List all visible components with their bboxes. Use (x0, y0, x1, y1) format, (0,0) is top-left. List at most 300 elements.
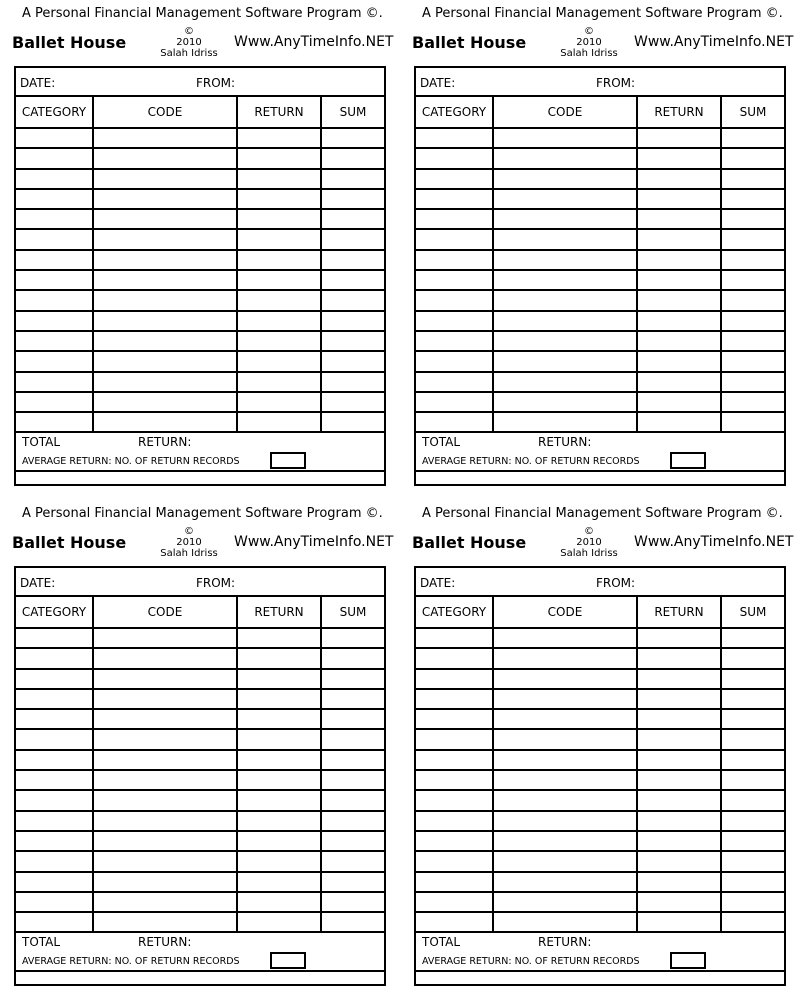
cell-return[interactable] (237, 811, 321, 831)
cell-code[interactable] (493, 189, 637, 209)
table-row (16, 331, 384, 351)
table-header-row (16, 597, 384, 628)
cell-sum[interactable] (721, 729, 784, 749)
cell-sum[interactable] (321, 912, 384, 932)
cell-return[interactable] (637, 892, 721, 912)
cell-code[interactable] (93, 790, 237, 810)
table-row (16, 250, 384, 270)
cell-return[interactable] (237, 189, 321, 209)
cell-code[interactable] (493, 290, 637, 310)
cell-return[interactable] (237, 290, 321, 310)
cell-code[interactable] (493, 750, 637, 770)
cell-category[interactable] (16, 229, 93, 249)
cell-return[interactable] (237, 311, 321, 331)
table-row (16, 351, 384, 371)
table-row (16, 729, 384, 749)
cell-code[interactable] (93, 770, 237, 790)
cell-code[interactable] (93, 648, 237, 668)
cell-return[interactable] (237, 648, 321, 668)
cell-code[interactable] (93, 270, 237, 290)
cell-sum[interactable] (321, 892, 384, 912)
cell-category[interactable] (416, 811, 493, 831)
cell-category[interactable] (416, 669, 493, 689)
cell-return[interactable] (637, 189, 721, 209)
cell-sum[interactable] (321, 872, 384, 892)
table-row (16, 851, 384, 871)
cell-category[interactable] (416, 169, 493, 189)
cell-sum[interactable] (321, 290, 384, 310)
column-header-category: CATEGORY (416, 97, 493, 128)
cell-code[interactable] (93, 669, 237, 689)
cell-category[interactable] (416, 270, 493, 290)
average-return-label: AVERAGE RETURN: NO. OF RETURN RECORDS (422, 956, 640, 967)
cell-return[interactable] (637, 669, 721, 689)
cell-category[interactable] (416, 331, 493, 351)
cell-category[interactable] (416, 729, 493, 749)
cell-category[interactable] (16, 209, 93, 229)
cell-category[interactable] (16, 372, 93, 392)
cell-return[interactable] (237, 351, 321, 371)
cell-return[interactable] (637, 709, 721, 729)
cell-category[interactable] (16, 351, 93, 371)
cell-code[interactable] (493, 831, 637, 851)
cell-category[interactable] (416, 851, 493, 871)
business-name: Ballet House (412, 33, 527, 52)
cell-return[interactable] (237, 729, 321, 749)
cell-code[interactable] (493, 648, 637, 668)
cell-sum[interactable] (721, 750, 784, 770)
cell-return[interactable] (237, 412, 321, 432)
table-row (416, 628, 784, 648)
cell-return[interactable] (237, 270, 321, 290)
cell-return[interactable] (237, 148, 321, 168)
cell-code[interactable] (93, 912, 237, 932)
return-label: RETURN: (138, 935, 192, 949)
cell-category[interactable] (16, 709, 93, 729)
cell-sum[interactable] (321, 209, 384, 229)
cell-code[interactable] (493, 689, 637, 709)
cell-category[interactable] (416, 790, 493, 810)
cell-sum[interactable] (721, 412, 784, 432)
cell-code[interactable] (493, 770, 637, 790)
cell-return[interactable] (637, 811, 721, 831)
cell-return[interactable] (637, 128, 721, 148)
cell-return[interactable] (637, 148, 721, 168)
cell-category[interactable] (416, 148, 493, 168)
cell-sum[interactable] (321, 392, 384, 412)
website-link[interactable]: Www.AnyTimeInfo.NET (634, 34, 794, 50)
cell-return[interactable] (237, 689, 321, 709)
cell-sum[interactable] (721, 250, 784, 270)
cell-code[interactable] (93, 311, 237, 331)
cell-return[interactable] (637, 351, 721, 371)
cell-category[interactable] (16, 872, 93, 892)
cell-category[interactable] (16, 331, 93, 351)
cell-category[interactable] (16, 770, 93, 790)
copyright-block (152, 526, 226, 559)
cell-sum[interactable] (721, 831, 784, 851)
cell-category[interactable] (416, 648, 493, 668)
table-row (16, 770, 384, 790)
cell-code[interactable] (493, 148, 637, 168)
cell-category[interactable] (416, 412, 493, 432)
cell-return[interactable] (637, 851, 721, 871)
table-row (16, 412, 384, 432)
cell-code[interactable] (93, 148, 237, 168)
author-name: Salah Idriss (560, 548, 618, 559)
program-tagline: A Personal Financial Management Software Program ©. (22, 6, 383, 21)
cell-return[interactable] (237, 209, 321, 229)
cell-sum[interactable] (721, 372, 784, 392)
cell-return[interactable] (637, 290, 721, 310)
cell-sum[interactable] (321, 311, 384, 331)
table-row (16, 290, 384, 310)
column-header-category: CATEGORY (416, 597, 493, 628)
cell-category[interactable] (416, 311, 493, 331)
entries-table (16, 97, 384, 433)
cell-category[interactable] (416, 392, 493, 412)
cell-return[interactable] (237, 250, 321, 270)
cell-category[interactable] (416, 750, 493, 770)
cell-category[interactable] (416, 689, 493, 709)
cell-category[interactable] (416, 709, 493, 729)
cell-code[interactable] (93, 729, 237, 749)
cell-return[interactable] (637, 229, 721, 249)
return-records-box[interactable] (670, 952, 706, 969)
cell-code[interactable] (493, 270, 637, 290)
cell-return[interactable] (237, 331, 321, 351)
cell-sum[interactable] (321, 811, 384, 831)
copyright-year: 2010 (576, 37, 602, 48)
cell-sum[interactable] (721, 128, 784, 148)
cell-code[interactable] (493, 311, 637, 331)
cell-return[interactable] (637, 689, 721, 709)
table-header-row (16, 97, 384, 128)
cell-return[interactable] (637, 831, 721, 851)
website-link[interactable]: Www.AnyTimeInfo.NET (634, 534, 794, 550)
cell-sum[interactable] (321, 790, 384, 810)
column-header-category: CATEGORY (16, 97, 93, 128)
cell-code[interactable] (493, 912, 637, 932)
cell-code[interactable] (93, 811, 237, 831)
table-row (416, 790, 784, 810)
column-header-sum: SUM (321, 597, 384, 628)
cell-sum[interactable] (321, 148, 384, 168)
from-label: FROM: (196, 76, 236, 90)
cell-return[interactable] (237, 851, 321, 871)
table-row (416, 351, 784, 371)
cell-category[interactable] (16, 169, 93, 189)
cell-category[interactable] (416, 912, 493, 932)
table-row (16, 669, 384, 689)
cell-category[interactable] (416, 128, 493, 148)
date-label: DATE: (420, 76, 456, 90)
cell-sum[interactable] (321, 331, 384, 351)
cell-code[interactable] (93, 392, 237, 412)
cell-sum[interactable] (321, 831, 384, 851)
cell-category[interactable] (16, 669, 93, 689)
cell-category[interactable] (16, 628, 93, 648)
cell-code[interactable] (93, 189, 237, 209)
cell-category[interactable] (16, 831, 93, 851)
copyright-year: 2010 (176, 537, 202, 548)
table-row (16, 709, 384, 729)
copyright-symbol: © (184, 26, 194, 37)
date-label: DATE: (420, 576, 456, 590)
cell-return[interactable] (637, 331, 721, 351)
cell-category[interactable] (16, 750, 93, 770)
cell-sum[interactable] (721, 851, 784, 871)
return-label: RETURN: (538, 435, 592, 449)
table-row (416, 392, 784, 412)
cell-return[interactable] (237, 128, 321, 148)
cell-sum[interactable] (721, 709, 784, 729)
cell-code[interactable] (493, 729, 637, 749)
cell-return[interactable] (637, 872, 721, 892)
cell-return[interactable] (237, 831, 321, 851)
cell-return[interactable] (237, 392, 321, 412)
cell-return[interactable] (637, 250, 721, 270)
cell-code[interactable] (93, 169, 237, 189)
cell-return[interactable] (237, 892, 321, 912)
return-records-box[interactable] (270, 952, 306, 969)
cell-return[interactable] (637, 648, 721, 668)
cell-category[interactable] (16, 851, 93, 871)
cell-category[interactable] (16, 790, 93, 810)
cell-sum[interactable] (321, 189, 384, 209)
cell-category[interactable] (16, 648, 93, 668)
cell-category[interactable] (416, 628, 493, 648)
cell-return[interactable] (237, 790, 321, 810)
cell-sum[interactable] (321, 669, 384, 689)
cell-sum[interactable] (721, 648, 784, 668)
cell-sum[interactable] (721, 392, 784, 412)
cell-code[interactable] (493, 351, 637, 371)
cell-category[interactable] (16, 128, 93, 148)
cell-sum[interactable] (321, 412, 384, 432)
cell-code[interactable] (93, 872, 237, 892)
cell-code[interactable] (493, 412, 637, 432)
cell-category[interactable] (16, 912, 93, 932)
table-row (16, 648, 384, 668)
cell-return[interactable] (237, 750, 321, 770)
table-header-row (416, 97, 784, 128)
cell-category[interactable] (416, 250, 493, 270)
ledger-box (14, 66, 386, 486)
cell-return[interactable] (637, 770, 721, 790)
cell-sum[interactable] (721, 209, 784, 229)
cell-sum[interactable] (721, 790, 784, 810)
cell-code[interactable] (93, 851, 237, 871)
cell-code[interactable] (93, 628, 237, 648)
cell-code[interactable] (493, 250, 637, 270)
cell-code[interactable] (493, 790, 637, 810)
cell-sum[interactable] (721, 189, 784, 209)
cell-sum[interactable] (721, 351, 784, 371)
cell-code[interactable] (493, 372, 637, 392)
cell-category[interactable] (16, 311, 93, 331)
cell-return[interactable] (237, 229, 321, 249)
cell-sum[interactable] (321, 250, 384, 270)
cell-sum[interactable] (721, 892, 784, 912)
cell-category[interactable] (416, 351, 493, 371)
cell-sum[interactable] (321, 270, 384, 290)
table-row (16, 148, 384, 168)
cell-sum[interactable] (721, 311, 784, 331)
cell-sum[interactable] (721, 811, 784, 831)
cell-code[interactable] (493, 669, 637, 689)
cell-sum[interactable] (721, 290, 784, 310)
cell-code[interactable] (93, 412, 237, 432)
cell-category[interactable] (416, 892, 493, 912)
table-row (416, 311, 784, 331)
cell-return[interactable] (237, 872, 321, 892)
cell-return[interactable] (637, 209, 721, 229)
cell-sum[interactable] (321, 229, 384, 249)
cell-code[interactable] (493, 709, 637, 729)
from-label: FROM: (596, 576, 636, 590)
cell-category[interactable] (16, 189, 93, 209)
cell-category[interactable] (416, 290, 493, 310)
cell-sum[interactable] (321, 709, 384, 729)
cell-category[interactable] (16, 270, 93, 290)
cell-code[interactable] (493, 128, 637, 148)
table-row (416, 770, 784, 790)
cell-category[interactable] (416, 831, 493, 851)
cell-code[interactable] (93, 209, 237, 229)
table-row (416, 851, 784, 871)
cell-code[interactable] (93, 750, 237, 770)
cell-sum[interactable] (321, 729, 384, 749)
cell-code[interactable] (493, 169, 637, 189)
totals-section (416, 932, 784, 972)
cell-return[interactable] (637, 628, 721, 648)
cell-sum[interactable] (721, 229, 784, 249)
cell-return[interactable] (237, 709, 321, 729)
cell-code[interactable] (493, 209, 637, 229)
table-row (416, 648, 784, 668)
cell-code[interactable] (493, 331, 637, 351)
cell-return[interactable] (637, 729, 721, 749)
cell-sum[interactable] (321, 648, 384, 668)
cell-category[interactable] (16, 250, 93, 270)
cell-sum[interactable] (321, 169, 384, 189)
cell-return[interactable] (237, 912, 321, 932)
table-row (416, 872, 784, 892)
cell-return[interactable] (237, 770, 321, 790)
cell-sum[interactable] (721, 628, 784, 648)
cell-sum[interactable] (321, 770, 384, 790)
table-row (16, 128, 384, 148)
cell-sum[interactable] (721, 148, 784, 168)
cell-category[interactable] (416, 209, 493, 229)
table-row (16, 811, 384, 831)
cell-code[interactable] (93, 229, 237, 249)
cell-return[interactable] (637, 392, 721, 412)
cell-sum[interactable] (321, 851, 384, 871)
return-records-box[interactable] (270, 452, 306, 469)
table-row (16, 229, 384, 249)
cell-code[interactable] (493, 851, 637, 871)
cell-sum[interactable] (321, 372, 384, 392)
cell-category[interactable] (416, 229, 493, 249)
cell-code[interactable] (493, 392, 637, 412)
cell-code[interactable] (93, 290, 237, 310)
cell-category[interactable] (416, 872, 493, 892)
cell-category[interactable] (16, 811, 93, 831)
cell-return[interactable] (237, 628, 321, 648)
cell-category[interactable] (416, 372, 493, 392)
cell-category[interactable] (16, 412, 93, 432)
cell-category[interactable] (16, 148, 93, 168)
cell-return[interactable] (637, 790, 721, 810)
cell-return[interactable] (637, 750, 721, 770)
cell-sum[interactable] (321, 750, 384, 770)
table-header-row (416, 597, 784, 628)
cell-code[interactable] (93, 351, 237, 371)
cell-return[interactable] (637, 311, 721, 331)
cell-sum[interactable] (721, 770, 784, 790)
cell-code[interactable] (93, 892, 237, 912)
cell-code[interactable] (93, 709, 237, 729)
cell-code[interactable] (93, 128, 237, 148)
cell-return[interactable] (237, 372, 321, 392)
ledger-form (412, 500, 794, 990)
cell-code[interactable] (493, 811, 637, 831)
cell-code[interactable] (493, 229, 637, 249)
cell-sum[interactable] (721, 872, 784, 892)
cell-return[interactable] (237, 669, 321, 689)
cell-sum[interactable] (321, 628, 384, 648)
cell-sum[interactable] (321, 689, 384, 709)
cell-return[interactable] (637, 372, 721, 392)
cell-code[interactable] (93, 689, 237, 709)
cell-code[interactable] (93, 831, 237, 851)
cell-return[interactable] (637, 270, 721, 290)
cell-return[interactable] (637, 169, 721, 189)
cell-return[interactable] (637, 912, 721, 932)
cell-category[interactable] (16, 892, 93, 912)
cell-sum[interactable] (721, 669, 784, 689)
cell-sum[interactable] (321, 128, 384, 148)
cell-category[interactable] (16, 729, 93, 749)
cell-sum[interactable] (721, 689, 784, 709)
cell-sum[interactable] (721, 169, 784, 189)
cell-code[interactable] (93, 372, 237, 392)
author-name: Salah Idriss (560, 48, 618, 59)
cell-return[interactable] (237, 169, 321, 189)
return-records-box[interactable] (670, 452, 706, 469)
cell-return[interactable] (637, 412, 721, 432)
website-link[interactable]: Www.AnyTimeInfo.NET (234, 534, 394, 550)
cell-sum[interactable] (721, 270, 784, 290)
website-link[interactable]: Www.AnyTimeInfo.NET (234, 34, 394, 50)
cell-code[interactable] (93, 250, 237, 270)
cell-category[interactable] (416, 770, 493, 790)
cell-code[interactable] (493, 872, 637, 892)
cell-code[interactable] (493, 628, 637, 648)
cell-sum[interactable] (321, 351, 384, 371)
cell-category[interactable] (416, 189, 493, 209)
cell-code[interactable] (93, 331, 237, 351)
cell-category[interactable] (16, 689, 93, 709)
cell-category[interactable] (16, 392, 93, 412)
cell-sum[interactable] (721, 331, 784, 351)
cell-category[interactable] (16, 290, 93, 310)
cell-sum[interactable] (721, 912, 784, 932)
average-return-label: AVERAGE RETURN: NO. OF RETURN RECORDS (422, 456, 640, 467)
cell-code[interactable] (493, 892, 637, 912)
